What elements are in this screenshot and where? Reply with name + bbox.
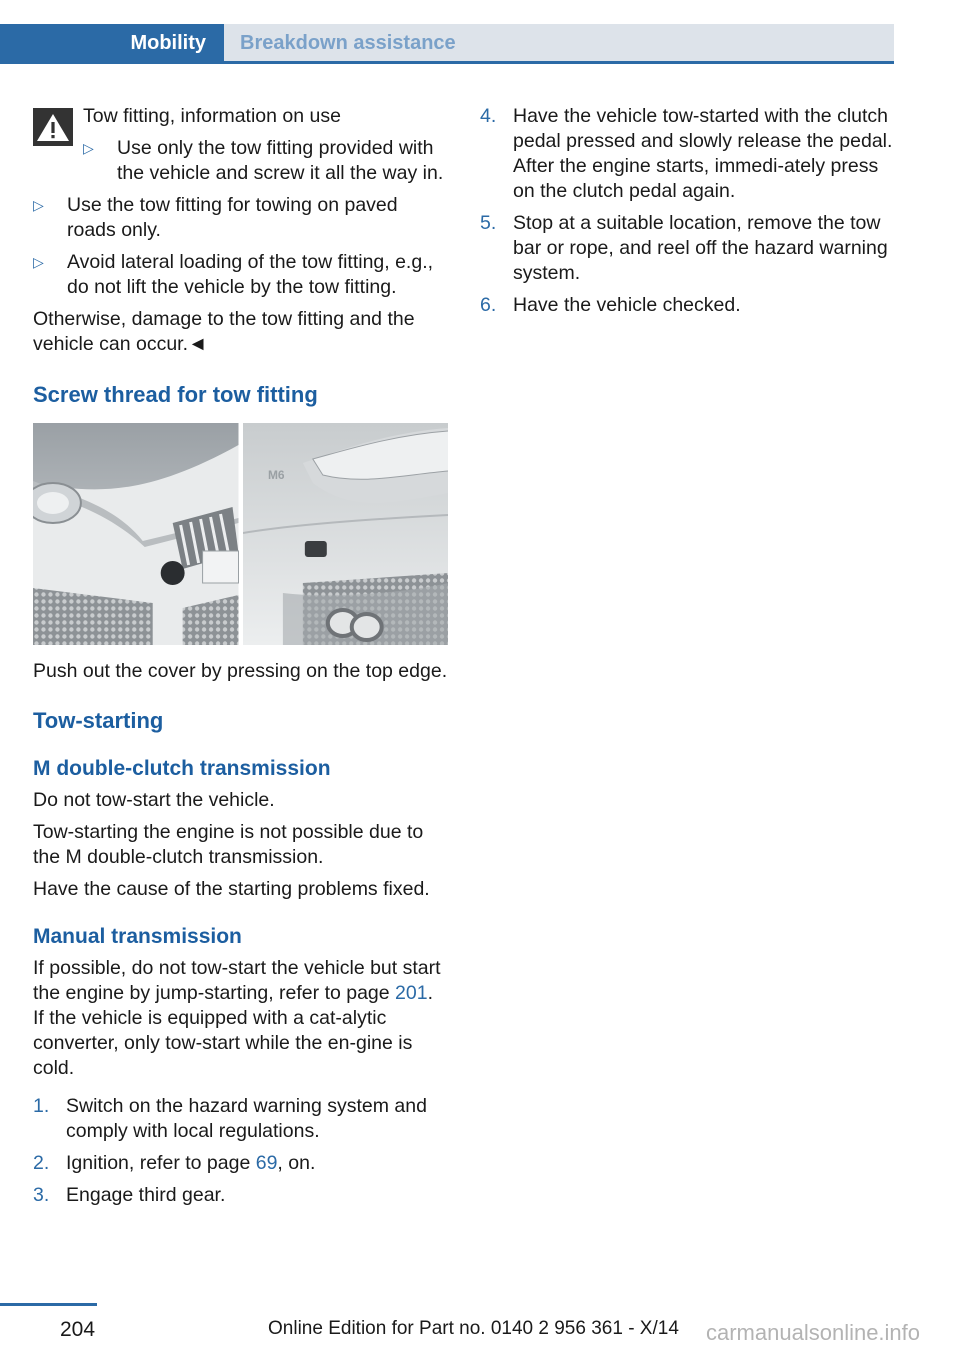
dct-paragraph-1: Do not tow-start the vehicle.	[33, 789, 275, 811]
step-text	[66, 1151, 448, 1176]
warning-item-text: Use the tow fitting for towing on paved roads only.	[67, 194, 398, 241]
step-text: Switch on the hazard warning system and comply with local regulations.	[66, 1095, 427, 1142]
heading-screw-thread: Screw thread for tow fitting	[33, 382, 318, 407]
step-text: Stop at a suitable location, remove the tow bar or rope, and reel off the hazard warning system.	[513, 212, 888, 284]
page-link-69[interactable]: 69	[255, 1152, 278, 1174]
warning-end-text: Otherwise, damage to the tow fitting and the vehicle can occur.◄	[33, 308, 415, 355]
figure-caption: Push out the cover by pressing on the top edge.	[33, 660, 448, 682]
heading-manual-transmission: Manual transmission	[33, 925, 242, 948]
warning-item	[33, 193, 448, 243]
step-item	[480, 104, 895, 204]
step-number: 5.	[480, 212, 497, 234]
warning-item	[83, 136, 448, 186]
step-text-b: , on.	[277, 1152, 316, 1174]
step-number: 1.	[33, 1095, 50, 1117]
warning-item-text: Avoid lateral loading of the tow fitting, e.g., do not lift the vehicle by the tow fitting.	[67, 251, 434, 298]
page-number: 204	[60, 1318, 96, 1341]
step-text: Have the vehicle tow-started with the clutch pedal pressed and slowly release the pedal. After the engine starts, immedi‐ately press on the clutch pedal again.	[513, 105, 893, 202]
manual-paragraph	[33, 956, 448, 1081]
step-item	[33, 1094, 448, 1144]
manual-text-a: If possible, do not tow-start the vehicle but start the engine by jump-starting, refer to page	[33, 957, 441, 1004]
section-tab-mobility[interactable]: Mobility	[0, 24, 224, 62]
warning-block	[33, 104, 448, 186]
warning-title: Tow fitting, information on use	[83, 105, 341, 127]
page-link-201[interactable]: 201	[395, 982, 428, 1004]
svg-text:M6: M6	[267, 467, 285, 483]
step-text: Have the vehicle checked.	[513, 294, 741, 316]
header-rule	[0, 61, 894, 64]
warning-item-text: Use only the tow fitting provided with the vehicle and screw it all the way in.	[117, 137, 444, 184]
front-bumper-image	[33, 423, 239, 645]
dct-paragraph-3: Have the cause of the starting problems fixed.	[33, 878, 430, 900]
step-item	[480, 293, 895, 318]
rear-bumper-image	[243, 423, 449, 645]
edition-text: Online Edition for Part no. 0140 2 956 361 - X/14	[268, 1318, 679, 1339]
step-number: 6.	[480, 294, 497, 316]
warning-triangle-icon	[33, 108, 73, 146]
step-item	[33, 1183, 448, 1208]
manual-text-b: . If the vehicle is equipped with a cat‐alytic converter, only tow-start while the en‐gine is cold.	[33, 982, 434, 1079]
tow-fitting-figure	[33, 423, 448, 645]
step-text: Engage third gear.	[66, 1184, 226, 1206]
step-number: 3.	[33, 1184, 50, 1206]
dct-paragraph-2: Tow-starting the engine is not possible due to the M double-clutch transmission.	[33, 821, 424, 868]
step-item	[480, 211, 895, 286]
triangle-bullet-icon: ▷	[33, 254, 44, 270]
section-tab-breakdown-assistance[interactable]: Breakdown assistance	[224, 24, 894, 62]
heading-m-double-clutch: M double-clutch transmission	[33, 757, 331, 780]
triangle-bullet-icon: ▷	[33, 197, 44, 213]
page-header	[0, 0, 960, 64]
left-column	[33, 104, 448, 1208]
right-column	[480, 104, 895, 318]
warning-item	[33, 250, 448, 300]
heading-tow-starting: Tow-starting	[33, 708, 164, 733]
step-number: 2.	[33, 1152, 50, 1174]
watermark-text: carmanualsonline.info	[706, 1320, 921, 1345]
step-text-a: Ignition, refer to page	[66, 1152, 256, 1174]
triangle-bullet-icon: ▷	[83, 140, 94, 156]
footer-rule	[0, 1303, 97, 1306]
step-number: 4.	[480, 105, 497, 127]
step-item	[33, 1151, 448, 1176]
